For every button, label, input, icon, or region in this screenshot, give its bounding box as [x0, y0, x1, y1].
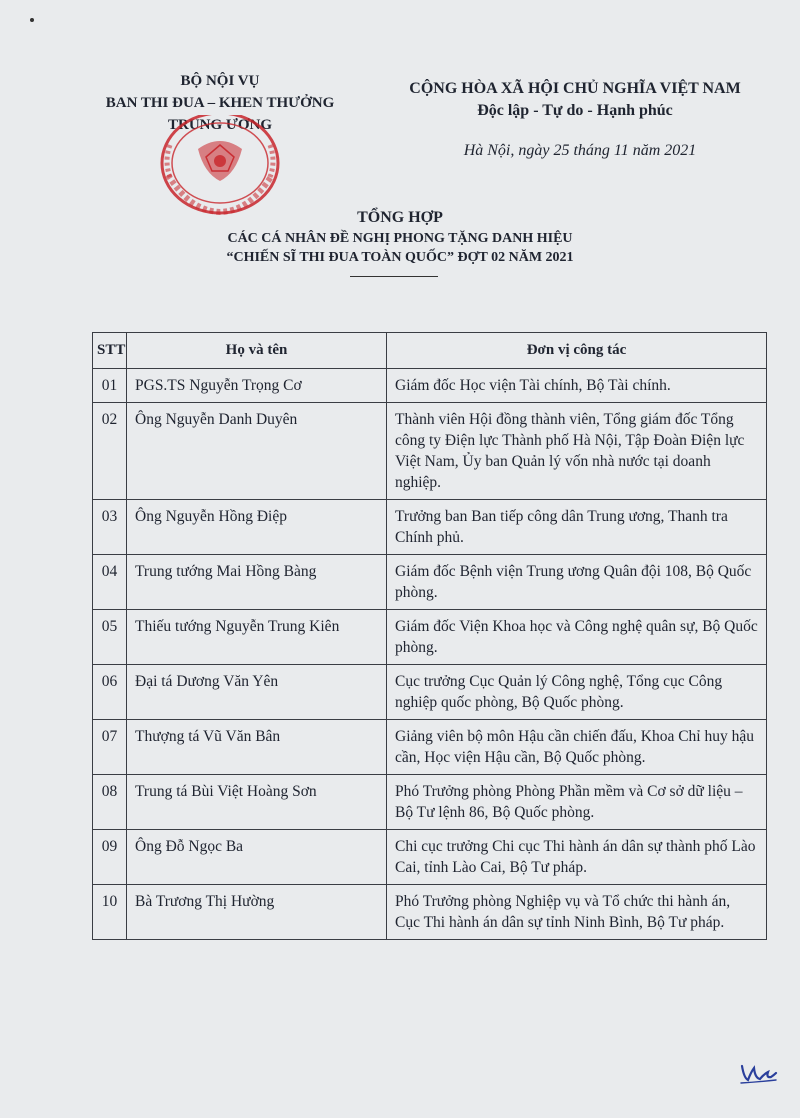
row-stt: 02 — [93, 403, 127, 500]
table-row — [93, 885, 767, 940]
table-row — [93, 665, 767, 720]
title-line2: CÁC CÁ NHÂN ĐỀ NGHỊ PHONG TẶNG DANH HIỆU — [227, 231, 573, 246]
row-name: Thiếu tướng Nguyễn Trung Kiên — [127, 610, 387, 665]
row-stt: 09 — [93, 830, 127, 885]
table-row — [93, 500, 767, 555]
date-location: Hà Nội, ngày 25 tháng 11 năm 2021 — [463, 142, 697, 159]
document-title — [120, 207, 680, 267]
ministry-name: BỘ NỘI VỤ — [180, 73, 260, 89]
row-unit: Giám đốc Học viện Tài chính, Bộ Tài chính. — [387, 369, 767, 403]
row-unit: Phó Trưởng phòng Nghiệp vụ và Tổ chức thi hành án, Cục Thi hành án dân sự tỉnh Ninh Bình, Bộ Tư pháp. — [387, 885, 767, 940]
row-stt: 01 — [93, 369, 127, 403]
dust-speck — [30, 18, 34, 22]
row-unit: Trưởng ban Ban tiếp công dân Trung ương, Thanh tra Chính phủ. — [387, 500, 767, 555]
row-name: Ông Nguyễn Hồng Điệp — [127, 500, 387, 555]
row-stt: 10 — [93, 885, 127, 940]
table-row — [93, 403, 767, 500]
board-name-line1: BAN THI ĐUA – KHEN THƯỞNG — [105, 95, 335, 111]
title-line3: “CHIẾN SĨ THI ĐUA TOÀN QUỐC” ĐỢT 02 NĂM 2021 — [226, 250, 574, 265]
table-row — [93, 830, 767, 885]
row-name: PGS.TS Nguyễn Trọng Cơ — [127, 369, 387, 403]
row-unit: Giám đốc Viện Khoa học và Công nghệ quân sự, Bộ Quốc phòng. — [387, 610, 767, 665]
row-stt: 06 — [93, 665, 127, 720]
table-header-row — [93, 333, 767, 369]
title-main: TỔNG HỢP — [357, 209, 443, 226]
header-stt: STT — [93, 333, 127, 369]
table-row — [93, 555, 767, 610]
row-name: Ông Đỗ Ngọc Ba — [127, 830, 387, 885]
table-row — [93, 610, 767, 665]
row-name: Bà Trương Thị Hường — [127, 885, 387, 940]
nominee-table — [92, 332, 767, 940]
header-unit: Đơn vị công tác — [387, 333, 767, 369]
handwritten-initials — [738, 1058, 778, 1086]
row-unit: Thành viên Hội đồng thành viên, Tổng giám đốc Tổng công ty Điện lực Thành phố Hà Nội, Tập Đoàn Điện lực Việt Nam, Ủy ban Quản lý vốn nhà nước tại doanh nghiệp. — [387, 403, 767, 500]
row-name: Ông Nguyễn Danh Duyên — [127, 403, 387, 500]
row-unit: Chi cục trưởng Chi cục Thi hành án dân sự thành phố Lào Cai, tỉnh Lào Cai, Bộ Tư pháp. — [387, 830, 767, 885]
row-unit: Cục trưởng Cục Quản lý Công nghệ, Tổng cục Công nghiệp quốc phòng, Bộ Quốc phòng. — [387, 665, 767, 720]
country-name: CỘNG HÒA XÃ HỘI CHỦ NGHĨA VIỆT NAM — [409, 80, 741, 97]
row-name: Đại tá Dương Văn Yên — [127, 665, 387, 720]
row-unit: Phó Trưởng phòng Phòng Phần mềm và Cơ sở dữ liệu – Bộ Tư lệnh 86, Bộ Quốc phòng. — [387, 775, 767, 830]
header-name: Họ và tên — [127, 333, 387, 369]
row-stt: 03 — [93, 500, 127, 555]
table-row — [93, 369, 767, 403]
table-row — [93, 775, 767, 830]
official-seal — [150, 115, 290, 220]
row-unit: Giám đốc Bệnh viện Trung ương Quân đội 108, Bộ Quốc phòng. — [387, 555, 767, 610]
row-stt: 08 — [93, 775, 127, 830]
board-name-line2: TRUNG ƯƠNG — [167, 117, 273, 133]
row-stt: 04 — [93, 555, 127, 610]
row-stt: 05 — [93, 610, 127, 665]
row-name: Trung tướng Mai Hồng Bàng — [127, 555, 387, 610]
row-stt: 07 — [93, 720, 127, 775]
national-header — [390, 78, 760, 122]
row-name: Trung tá Bùi Việt Hoàng Sơn — [127, 775, 387, 830]
row-unit: Giảng viên bộ môn Hậu cần chiến đấu, Khoa Chỉ huy hậu cần, Học viện Hậu cần, Bộ Quốc phòng. — [387, 720, 767, 775]
table-row — [93, 720, 767, 775]
row-name: Thượng tá Vũ Văn Bân — [127, 720, 387, 775]
national-motto: Độc lập - Tự do - Hạnh phúc — [477, 102, 673, 119]
title-underline — [350, 276, 438, 277]
